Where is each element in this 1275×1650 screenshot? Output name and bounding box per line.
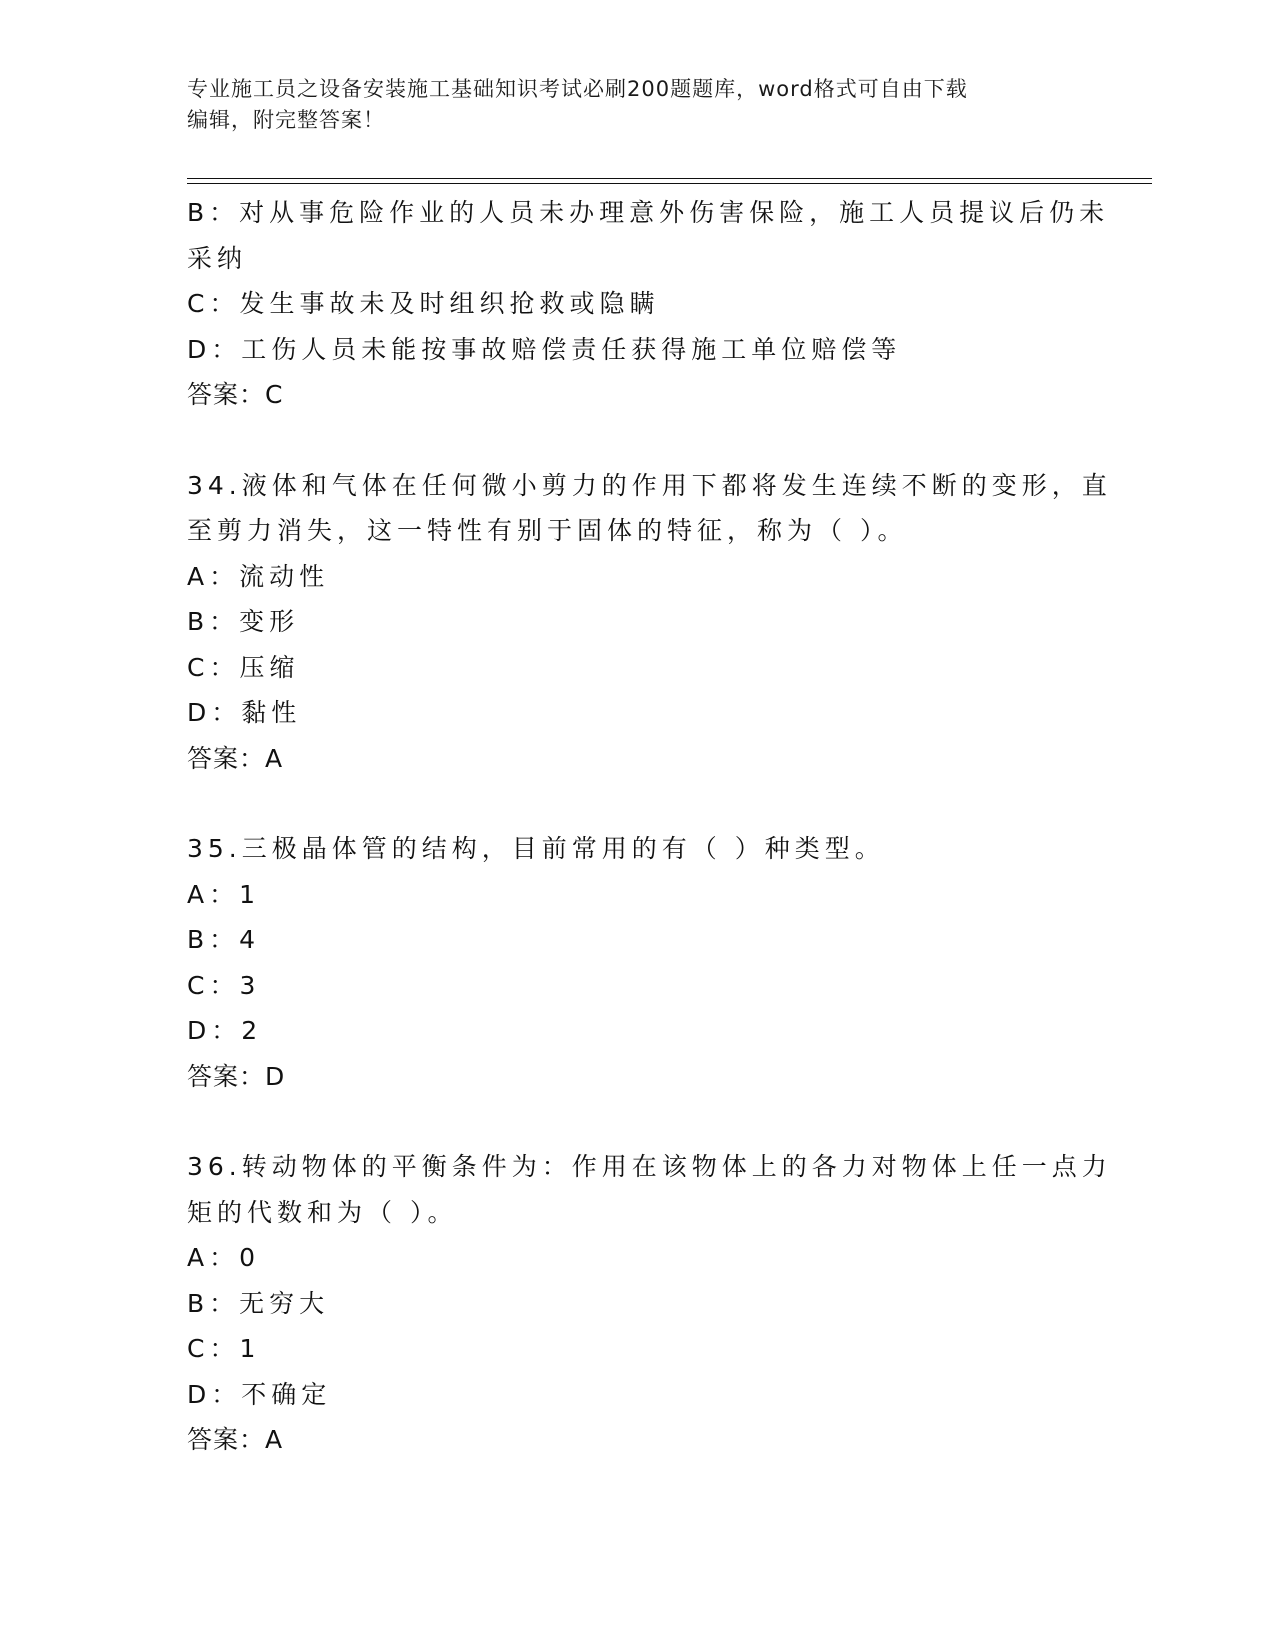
option-b: B：变形 [187,607,300,636]
option-d: D：黏性 [187,698,302,727]
option-d: D：工伤人员未能按事故赔偿责任获得施工单位赔偿等 [187,334,902,364]
question-stem-line-2: 至剪力消失，这一特性有别于固体的特征，称为（ ）。 [187,516,908,545]
header-title-line-2: 编辑，附完整答案！ [187,108,385,132]
option-c: C：压缩 [187,652,300,682]
question-stem-line-1: 34.液体和气体在任何微小剪力的作用下都将发生连续不断的变形，直 [187,470,1112,500]
question-34 [187,463,1112,782]
option-a: A：0 [187,1243,261,1272]
question-35 [187,826,1087,1099]
option-d: D：不确定 [187,1379,332,1409]
spacer [187,418,1087,463]
answer-label: 答案：D [187,1061,286,1091]
option-b-line-1: B：对从事危险作业的人员未办理意外伤害保险，施工人员提议后仍未 [187,198,1110,227]
option-c: C：3 [187,970,261,1000]
question-list [187,190,1112,1463]
option-a: A：流动性 [187,561,330,591]
answer-label: 答案：A [187,1425,284,1454]
header-divider-bottom [187,183,1152,184]
option-c: C：1 [187,1334,261,1363]
option-b: B：无穷大 [187,1288,330,1318]
answer-label: 答案：C [187,380,284,409]
header-title-line-1: 专业施工员之设备安装施工基础知识考试必刷200题题库，word格式可自由下载 [187,77,968,101]
document-header [187,74,1067,136]
spacer [187,781,1087,826]
question-33-fragment [187,190,1110,418]
option-b: B：4 [187,925,261,954]
option-a: A：1 [187,879,261,909]
header-divider-top [187,178,1152,179]
question-stem-line-1: 35.三极晶体管的结构，目前常用的有（ ）种类型。 [187,834,885,863]
question-36 [187,1144,1112,1463]
question-stem-line-1: 36.转动物体的平衡条件为：作用在该物体上的各力对物体上任一点力 [187,1152,1112,1181]
question-stem-line-2: 矩的代数和为（ ）。 [187,1197,458,1227]
option-c: C：发生事故未及时组织抢救或隐瞒 [187,289,660,318]
option-d: D：2 [187,1016,263,1045]
answer-label: 答案：A [187,743,284,773]
option-b-line-2: 采纳 [187,243,248,273]
spacer [187,1099,1087,1144]
